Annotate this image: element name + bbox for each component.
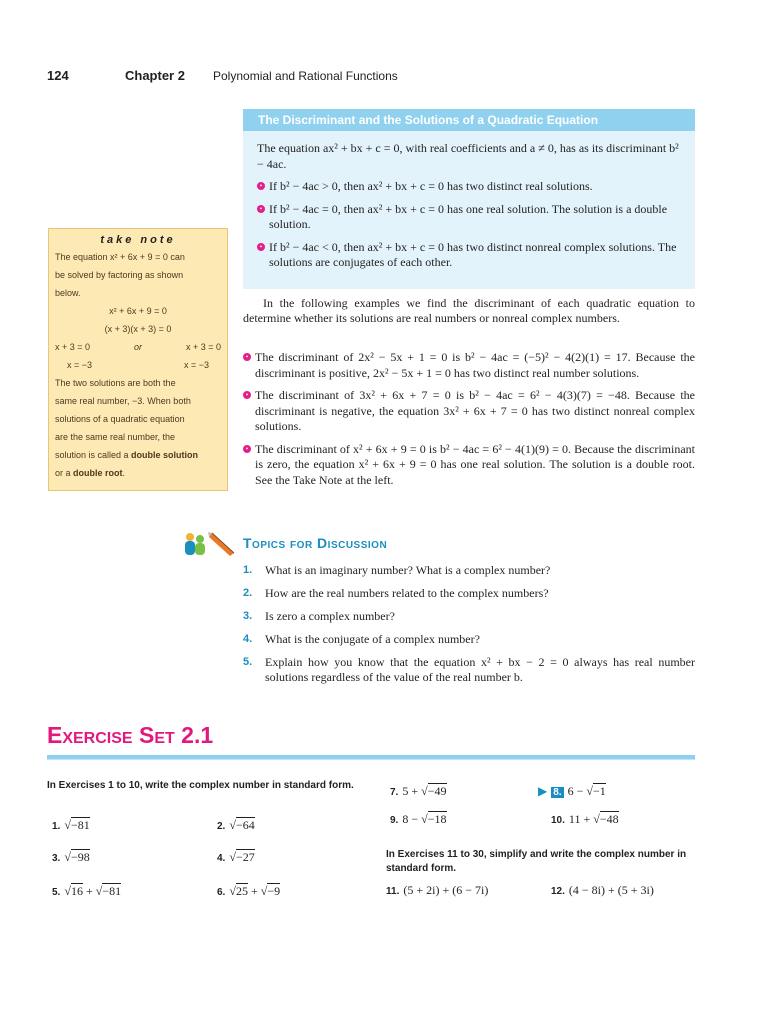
- exercise-instructions: In Exercises 11 to 30, simplify and write the complex number in standard form.: [386, 849, 687, 874]
- take-note-equation-row: x + 3 = 0 or x + 3 = 0: [55, 342, 221, 352]
- discriminant-intro: The equation ax² + bx + c = 0, with real coefficients and a ≠ 0, has as its discriminant b² − 4ac.: [257, 141, 679, 171]
- discriminant-box: [243, 109, 695, 289]
- take-note-line: The equation x² + 6x + 9 = 0 can: [55, 252, 185, 262]
- exercise-item: 5. √16 + √−81: [52, 884, 122, 898]
- discriminant-bullet: • If b² − 4ac < 0, then ax² + bx + c = 0 has two distinct nonreal complex solutions. The solutions are conjugates of each other.: [257, 240, 681, 271]
- topic-item: 1. What is an imaginary number? What is a complex number?: [243, 563, 551, 577]
- page-number: 124: [47, 68, 69, 83]
- exercise-item: 7. 5 + √−49: [390, 784, 447, 798]
- take-note-line: or a double root.: [55, 468, 126, 478]
- take-note-equation: (x + 3)(x + 3) = 0: [104, 324, 172, 334]
- topic-item: 5. Explain how you know that the equation x² + bx − 2 = 0 always has real number solutions regardless of the value of the real number b.: [243, 655, 695, 684]
- exercise-item: 9. 8 − √−18: [390, 812, 447, 826]
- chapter-title: Polynomial and Rational Functions: [213, 69, 398, 83]
- discussion-people-icon: [182, 529, 238, 557]
- discriminant-box-title: The Discriminant and the Solutions of a Quadratic Equation: [243, 109, 695, 131]
- take-note-equation-row: x = −3 x = −3: [67, 360, 209, 370]
- exercise-item: 4. √−27: [217, 850, 255, 864]
- take-note-line: below.: [55, 288, 81, 298]
- take-note-line: be solved by factoring as shown: [55, 270, 184, 280]
- chapter-label: Chapter 2: [125, 68, 185, 83]
- take-note-line: same real number, −3. When both: [55, 396, 191, 406]
- exercise-instructions: In Exercises 1 to 10, write the complex number in standard form.: [47, 780, 354, 791]
- bullet-icon: •: [257, 182, 265, 190]
- intro-paragraph: In the following examples we find the discriminant of each quadratic equation to determine whether its solutions are real numbers or nonreal complex numbers.: [243, 296, 695, 325]
- example-item: • The discriminant of x² + 6x + 9 = 0 is b² − 4ac = 6² − 4(1)(9) = 0. Because the discriminant is zero, the equation x² + 6x + 9 = 0 has one real solution. The solution is a double root. See the Take Note at the left.: [243, 442, 695, 489]
- take-note-line: The two solutions are both the: [55, 378, 176, 388]
- bullet-icon: •: [257, 205, 265, 213]
- take-note-line: are the same real number, the: [55, 432, 176, 442]
- discriminant-bullet: • If b² − 4ac > 0, then ax² + bx + c = 0 has two distinct real solutions.: [257, 179, 681, 195]
- take-note-box: [48, 228, 228, 491]
- example-item: • The discriminant of 2x² − 5x + 1 = 0 is b² − 4ac = (−5)² − 4(2)(1) = 17. Because the discriminant is positive, 2x² − 5x + 1 = 0 has two distinct real number solutions.: [243, 350, 695, 381]
- exercise-set-title: Exercise Set 2.1: [47, 722, 214, 748]
- examples-list: [243, 350, 695, 495]
- take-note-title: take note: [100, 234, 176, 246]
- bullet-icon: •: [243, 445, 251, 453]
- discriminant-bullet: • If b² − 4ac = 0, then ax² + bx + c = 0 has one real solution. The solution is a double solution.: [257, 202, 681, 233]
- take-note-equation: x² + 6x + 9 = 0: [109, 306, 167, 316]
- bullet-icon: •: [243, 353, 251, 361]
- play-arrow-icon: ▶: [538, 784, 548, 798]
- exercise-item: 11. (5 + 2i) + (6 − 7i): [386, 883, 489, 897]
- exercise-item: 2. √−64: [217, 818, 255, 832]
- topics-heading: Topics for Discussion: [243, 535, 388, 551]
- take-note-line: solutions of a quadratic equation: [55, 414, 185, 424]
- exercise-item: 10. 11 + √−48: [551, 812, 619, 826]
- bullet-icon: •: [257, 243, 265, 251]
- exercise-item: 6. √25 + √−9: [217, 884, 281, 898]
- take-note-line: solution is called a double solution: [55, 450, 199, 460]
- topic-item: 2. How are the real numbers related to the complex numbers?: [243, 586, 549, 600]
- exercise-item-highlighted: ▶ 8. 6 − √−1: [538, 784, 606, 798]
- section-divider-thin: [47, 759, 695, 760]
- topic-item: 3. Is zero a complex number?: [243, 609, 395, 623]
- bullet-icon: •: [243, 391, 251, 399]
- exercise-item: 12. (4 − 8i) + (5 + 3i): [551, 883, 654, 897]
- example-item: • The discriminant of 3x² + 6x + 7 = 0 is b² − 4ac = 6² − 4(3)(7) = −48. Because the discriminant is negative, the equation 3x² + 6x + 7 = 0 has two distinct nonreal complex solutions.: [243, 388, 695, 435]
- exercise-item: 1. √−81: [52, 818, 90, 832]
- exercise-item: 3. √−98: [52, 850, 90, 864]
- topic-item: 4. What is the conjugate of a complex number?: [243, 632, 480, 646]
- topics-list: [243, 563, 695, 693]
